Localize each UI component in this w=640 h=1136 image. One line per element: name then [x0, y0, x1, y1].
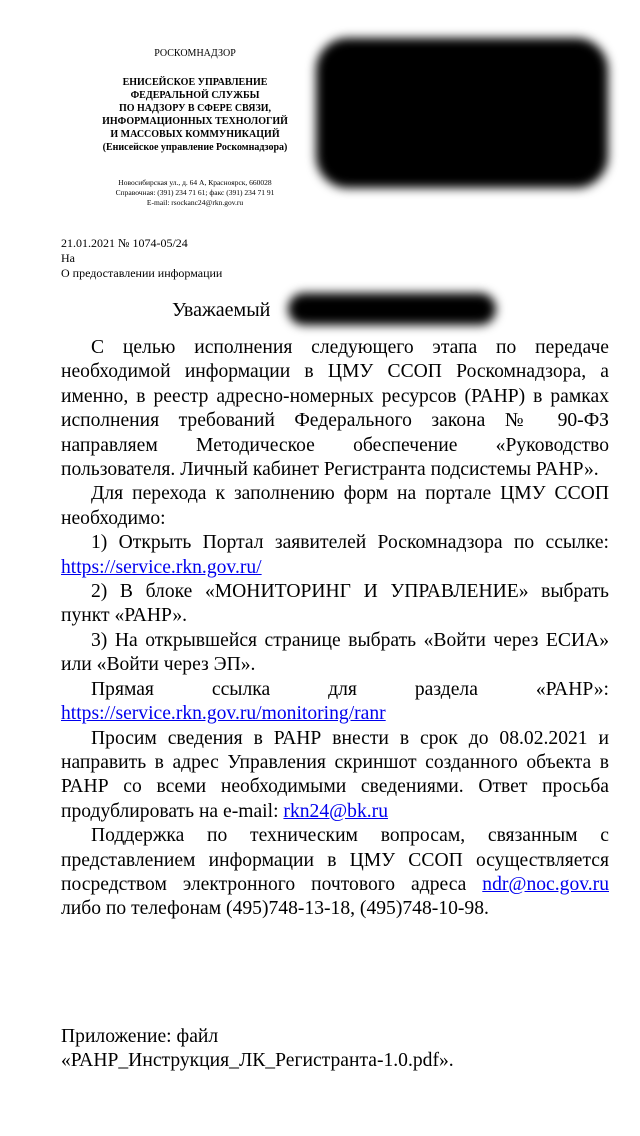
- paragraph: 2) В блоке «МОНИТОРИНГ И УПРАВЛЕНИЕ» выбрать пункт «РАНР».: [61, 581, 609, 627]
- text: либо по телефонам (495)748-13-18, (495)748-10-98.: [61, 898, 489, 920]
- attachment-filename: «РАНР_Инструкция_ЛК_Регистранта-1.0.pdf».: [61, 1050, 454, 1072]
- attachment-note: [61, 1025, 454, 1074]
- org-short-name: РОСКОМНАДЗОР: [154, 48, 236, 59]
- paragraph: [61, 824, 609, 922]
- text: Прямая ссылка для раздела «РАНР»:: [91, 678, 609, 700]
- letter-meta: [61, 236, 222, 281]
- paragraph: [61, 678, 609, 727]
- in-reply-to: На: [61, 251, 75, 265]
- service-portal-link[interactable]: https://service.rkn.gov.ru/: [61, 556, 262, 578]
- attachment-label: Приложение: файл: [61, 1026, 219, 1047]
- org-line: И МАССОВЫХ КОММУНИКАЦИЙ: [110, 129, 280, 140]
- greeting: Уважаемый: [172, 299, 271, 321]
- org-line: ПО НАДЗОРУ В СФЕРЕ СВЯЗИ,: [118, 103, 272, 114]
- org-line: ИНФОРМАЦИОННЫХ ТЕХНОЛОГИЙ: [102, 116, 288, 127]
- letterhead: [60, 48, 330, 208]
- ranr-link[interactable]: https://service.rkn.gov.ru/monitoring/ranr: [61, 703, 386, 725]
- redacted-name: [288, 293, 496, 325]
- address: Новосибирская ул., д. 64 А, Красноярск, 660028: [118, 178, 272, 187]
- org-full-name: [60, 76, 330, 154]
- reply-email-link[interactable]: rkn24@bk.ru: [283, 800, 388, 822]
- support-email-link[interactable]: ndr@noc.gov.ru: [482, 873, 609, 895]
- date-number: 21.01.2021 № 1074-05/24: [61, 236, 188, 250]
- paragraph: Для перехода к заполнению форм на портале ЦМУ ССОП необходимо:: [61, 483, 609, 529]
- letter-body: [61, 336, 609, 922]
- paragraph: [61, 531, 609, 580]
- paragraph: 3) На открывшейся странице выбрать «Войти через ЕСИА» или «Войти через ЭП».: [61, 629, 609, 676]
- org-line: (Енисейское управление Роскомнадзора): [102, 142, 288, 153]
- org-line: ФЕДЕРАЛЬНОЙ СЛУЖБЫ: [130, 90, 260, 101]
- paragraph: С целью исполнения следующего этапа по передаче необходимой информации в ЦМУ ССОП Роскомнадзора, а именно, в реестр адресно-номерных ресурсов (РАНР) в рамках исполнения требований Федерального закона № 90-ФЗ направляем Методическое обеспечение «Руководство пользователя. Личный кабинет Регистранта подсистемы РАНР».: [61, 337, 609, 481]
- subject: О предоставлении информации: [61, 266, 223, 280]
- org-line: ЕНИСЕЙСКОЕ УПРАВЛЕНИЕ: [122, 77, 268, 88]
- redacted-recipient-block: [316, 38, 608, 188]
- text: Просим сведения в РАНР внести в срок до 08.02.2021 и направить в адрес Управления скриншот созданного объекта в РАНР со всеми необходимыми сведениями. Ответ просьба продублировать на e-mail:: [61, 727, 609, 822]
- paragraph: [61, 727, 609, 825]
- text: Поддержка по техническим вопросам, связанным с представлением информации в ЦМУ ССОП осуществляется посредством электронного почтового адреса: [61, 825, 609, 895]
- org-contacts: [60, 178, 330, 208]
- phones: Справочная: (391) 234 71 61; факс (391) 234 71 91: [115, 188, 275, 197]
- text: 1) Открыть Портал заявителей Роскомнадзора по ссылке:: [91, 532, 609, 554]
- email: E-mail: rsockanc24@rkn.gov.ru: [146, 198, 244, 207]
